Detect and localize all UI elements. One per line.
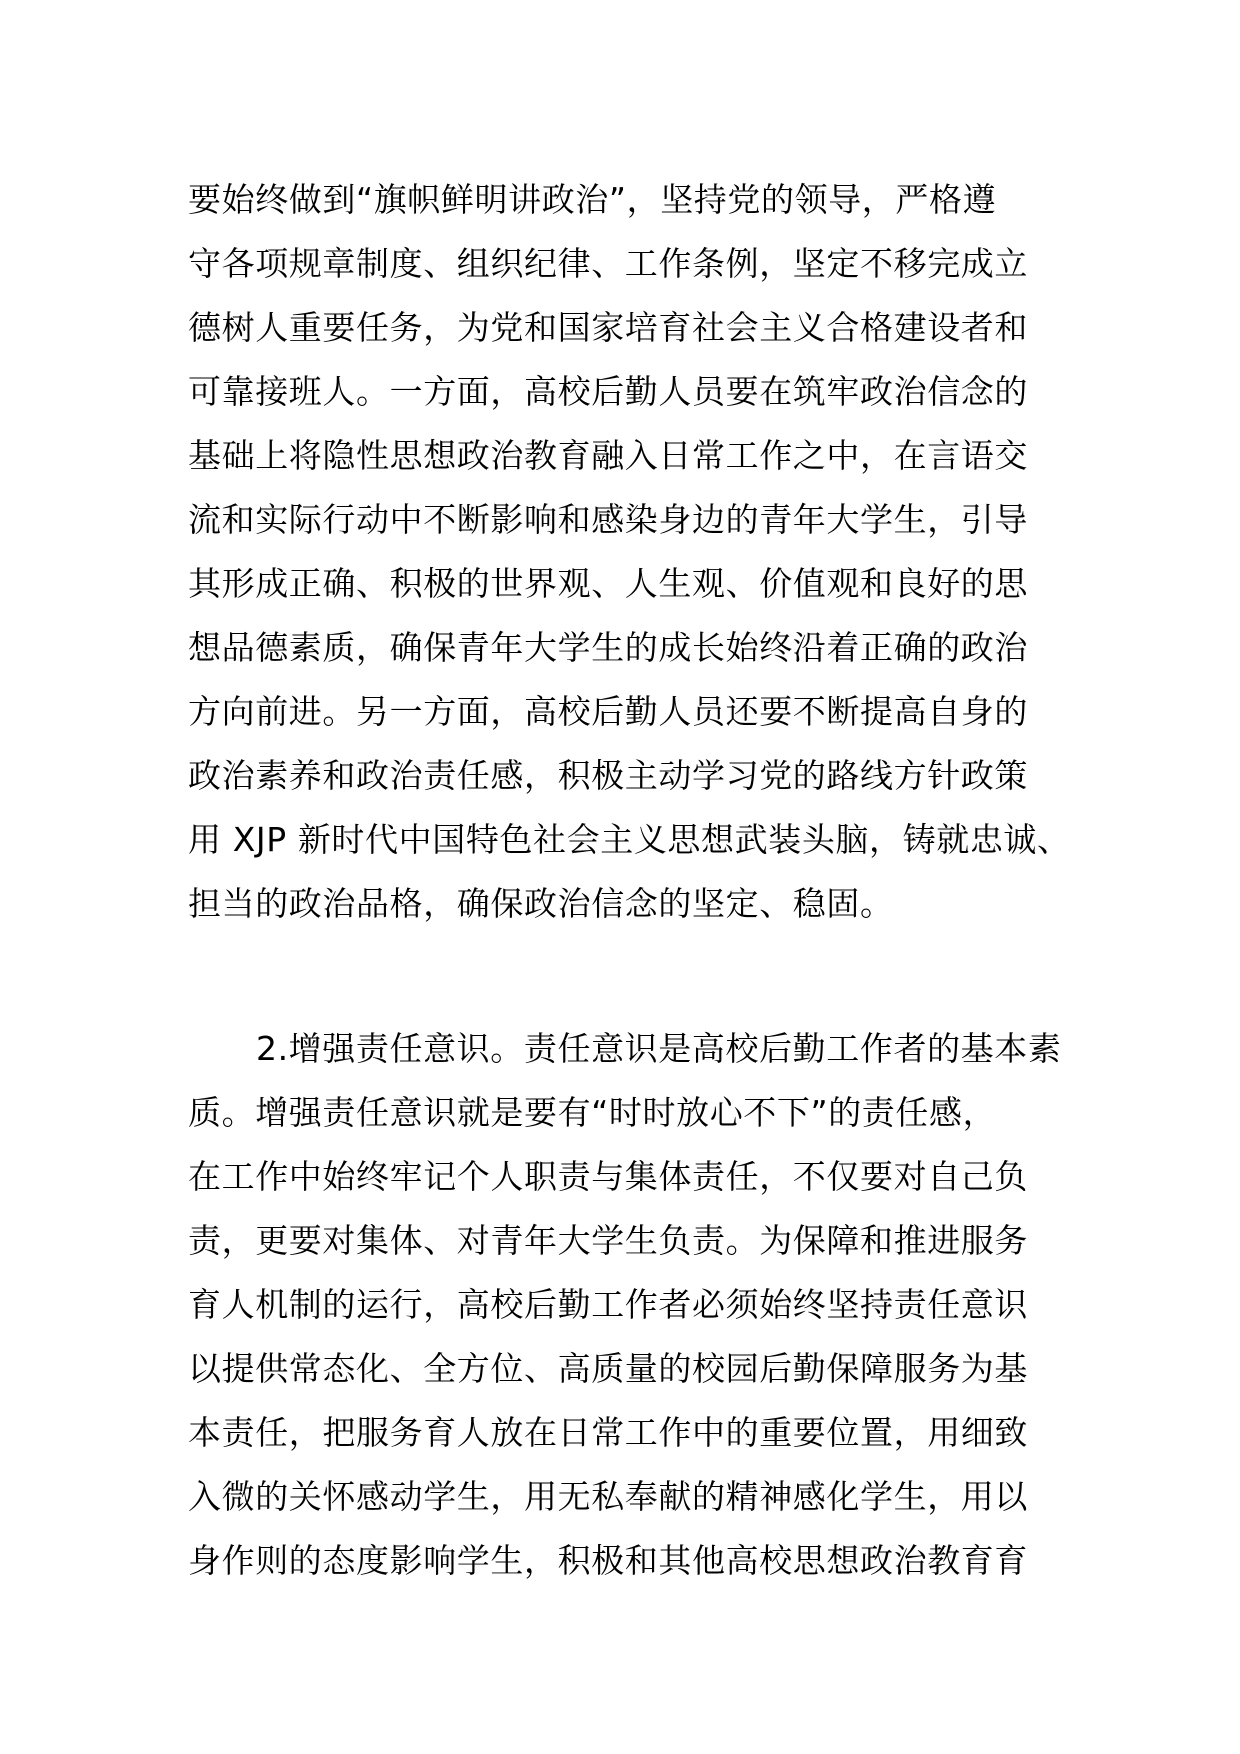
paragraph-line: 育人机制的运行，高校后勤工作者必须始终坚持责任意识 [188, 1285, 1028, 1324]
paragraph-line: 可靠接班人。一方面，高校后勤人员要在筑牢政治信念的 [188, 372, 1028, 411]
paragraph-line: 政治素养和政治责任感，积极主动学习党的路线方针政策 [188, 756, 1028, 795]
paragraph-line: 在工作中始终牢记个人职责与集体责任，不仅要对自己负 [188, 1157, 1028, 1196]
paragraph-line: 以提供常态化、全方位、高质量的校园后勤保障服务为基 [188, 1349, 1028, 1388]
paragraph-first-line: 2.增强责任意识。责任意识是高校后勤工作者的基本素 [256, 1029, 1062, 1068]
paragraph-political-commitment [188, 168, 1071, 936]
paragraph-line: 基础上将隐性思想政治教育融入日常工作之中，在言语交 [188, 436, 1028, 475]
paragraph-line: 守各项规章制度、组织纪律、工作条例，坚定不移完成立 [188, 244, 1028, 283]
paragraph-line: 用 XJP 新时代中国特色社会主义思想武装头脑，铸就忠诚、 [188, 820, 1071, 859]
paragraph-line: 身作则的态度影响学生，积极和其他高校思想政治教育育 [188, 1541, 1028, 1580]
paragraph-line: 本责任，把服务育人放在日常工作中的重要位置，用细致 [188, 1413, 1028, 1452]
paragraph-line: 方向前进。另一方面，高校后勤人员还要不断提高自身的 [188, 692, 1028, 731]
paragraph-line: 担当的政治品格，确保政治信念的坚定、稳固。 [188, 884, 894, 923]
paragraph-line: 想品德素质，确保青年大学生的成长始终沿着正确的政治 [188, 628, 1028, 667]
paragraph-line: 其形成正确、积极的世界观、人生观、价值观和良好的思 [188, 564, 1028, 603]
paragraph-line: 责，更要对集体、对青年大学生负责。为保障和推进服务 [188, 1221, 1028, 1260]
paragraph-line: 入微的关怀感动学生，用无私奉献的精神感化学生，用以 [188, 1477, 1028, 1516]
paragraph-line: 质。增强责任意识就是要有“时时放心不下”的责任感， [188, 1093, 997, 1132]
paragraph-line: 要始终做到“旗帜鲜明讲政治”，坚持党的领导，严格遵 [188, 180, 997, 219]
paragraph-line: 流和实际行动中不断影响和感染身边的青年大学生，引导 [188, 500, 1028, 539]
paragraph-responsibility-awareness [188, 1017, 1062, 1593]
paragraph-line: 德树人重要任务，为党和国家培育社会主义合格建设者和 [188, 308, 1028, 347]
